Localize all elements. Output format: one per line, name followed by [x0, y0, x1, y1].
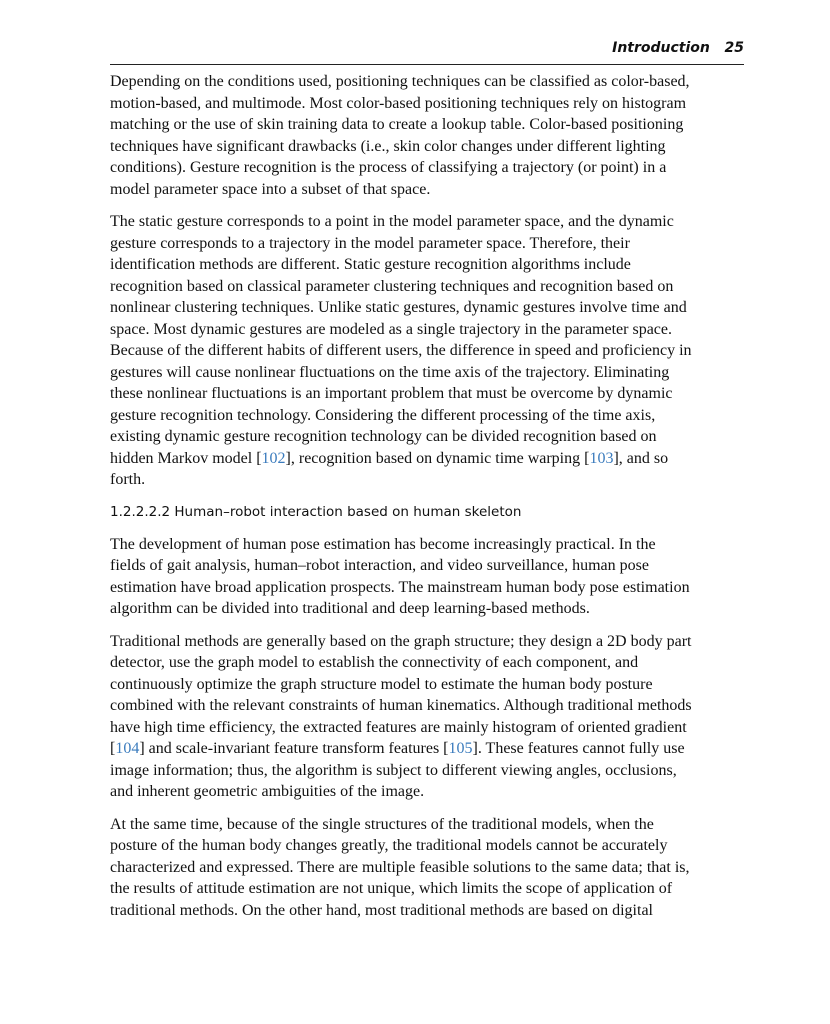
text-line-with-citations: hidden Markov model [102], recognition based on dynamic time warping [103], and so — [110, 449, 669, 467]
text-line: recognition based on classical parameter clustering techniques and recognition based on — [110, 277, 674, 295]
text-line: characterized and expressed. There are multiple feasible solutions to the same data; that is, — [110, 858, 690, 876]
text-line: Because of the different habits of different users, the difference in speed and proficiency in — [110, 342, 692, 359]
citation-link-104[interactable]: 104 — [115, 740, 140, 757]
text-line: detector, use the graph model to establish the connectivity of each component, and — [110, 654, 639, 671]
text-line: gesture recognition technology. Considering the different processing of the time axis, — [110, 406, 656, 424]
text-line: gesture corresponds to a trajectory in the model parameter space. Therefore, their — [110, 234, 630, 252]
text-line: the results of attitude estimation are not unique, which limits the scope of application of — [110, 880, 673, 897]
text-line: techniques have significant drawbacks (i.e., skin color changes under different lighting — [110, 137, 666, 155]
text-line: model parameter space into a subset of that space. — [110, 180, 431, 198]
text-line: combined with the relevant constraints of human kinematics. Although traditional methods — [110, 697, 692, 714]
text-line: identification methods are different. Static gesture recognition algorithms include — [110, 256, 631, 273]
text-line: The development of human pose estimation has become increasingly practical. In the — [110, 535, 656, 553]
page-body — [110, 71, 740, 932]
text-line: and inherent geometric ambiguities of the image. — [110, 783, 425, 800]
paragraph-pose-estimation — [110, 534, 740, 620]
text-line: matching or the use of skin training data to create a lookup table. Color-based positioning — [110, 116, 684, 133]
text-line: motion-based, and multimode. Most color-based positioning techniques rely on histogram — [110, 94, 687, 112]
text-line: space. Most dynamic gestures are modeled as a single trajectory in the parameter space. — [110, 320, 672, 338]
text-line: The static gesture corresponds to a point in the model parameter space, and the dynamic — [110, 213, 674, 230]
text-line: Depending on the conditions used, positioning techniques can be classified as color-based, — [110, 73, 690, 90]
running-header — [110, 38, 744, 65]
running-title — [612, 40, 744, 56]
text-line: gestures will cause nonlinear fluctuations on the time axis of the trajectory. Eliminating — [110, 363, 670, 381]
text-line: existing dynamic gesture recognition technology can be divided recognition based on — [110, 428, 657, 445]
text-line: conditions). Gesture recognition is the process of classifying a trajectory (or point) in a — [110, 159, 667, 176]
text-line: forth. — [110, 471, 146, 488]
paragraph-positioning — [110, 71, 740, 200]
citation-link-103[interactable]: 103 — [589, 449, 614, 467]
text-line: image information; thus, the algorithm is subject to different viewing angles, occlusions, — [110, 761, 677, 779]
text-line: continuously optimize the graph structure model to estimate the human body posture — [110, 675, 653, 693]
text-line-with-citations: [104] and scale-invariant feature transform features [105]. These features cannot fully use — [110, 740, 685, 757]
paragraph-static-dynamic-gesture — [110, 211, 740, 491]
paragraph-single-structures — [110, 814, 740, 922]
page-number: 25 — [724, 40, 744, 56]
section-subheading: 1.2.2.2.2 Human–robot interaction based on human skeleton — [110, 503, 522, 520]
citation-link-102[interactable]: 102 — [261, 449, 286, 467]
paragraph-traditional-methods — [110, 631, 740, 803]
text-line: estimation have broad application prospects. The mainstream human body pose estimation — [110, 578, 690, 596]
text-line: fields of gait analysis, human–robot interaction, and video surveillance, human pose — [110, 557, 649, 574]
text-line: have high time efficiency, the extracted features are mainly histogram of oriented gradient — [110, 718, 687, 736]
text-line: nonlinear clustering techniques. Unlike static gestures, dynamic gestures involve time and — [110, 299, 687, 316]
text-line: Traditional methods are generally based on the graph structure; they design a 2D body part — [110, 632, 692, 650]
text-line: posture of the human body changes greatly, the traditional models cannot be accurately — [110, 837, 668, 854]
text-line: At the same time, because of the single structures of the traditional models, when the — [110, 815, 654, 833]
chapter-title: Introduction — [612, 40, 710, 56]
text-line: traditional methods. On the other hand, most traditional methods are based on digital — [110, 901, 653, 919]
text-line: algorithm can be divided into traditional and deep learning-based methods. — [110, 600, 590, 617]
citation-link-105[interactable]: 105 — [448, 740, 473, 757]
text-line: these nonlinear fluctuations is an important problem that must be overcome by dynamic — [110, 385, 673, 402]
